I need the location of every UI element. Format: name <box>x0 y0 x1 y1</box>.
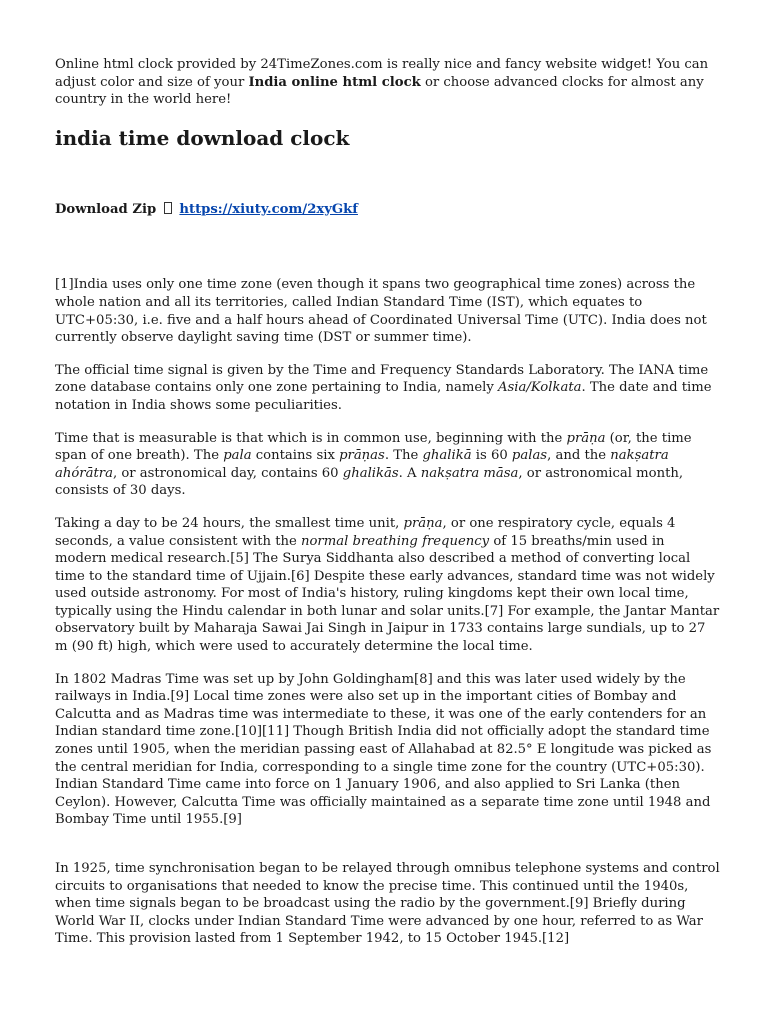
p3-text: , or astronomical month, consists of 30 days. <box>55 465 684 499</box>
p3-text: , and the <box>547 448 611 464</box>
p4-italic: normal breathing frequency <box>301 533 490 549</box>
p3-text: . The <box>384 448 423 464</box>
page-title: india time download clock <box>55 125 350 150</box>
p4-text: , or one respiratory cycle, equals 4 seconds, a value consistent with the <box>55 515 676 549</box>
download-line <box>55 201 720 219</box>
p4-text: Taking a day to be 24 hours, the smallest time unit, <box>55 515 404 531</box>
p4-text: of 15 breaths/min used in modern medical research.[5] The Surya Siddhanta also described a method of converting local time to the standard time of Ujjain.[6] Despite these early advances, standard time was not widely used outside astronomy. For most of India's history, ruling kingdoms kept their own local time, typically using the Hindu calendar in both lunar and solar units.[7] For example, the Jantar Mantar observatory built by Maharaja Sawai Jai Singh in Jaipur in 1733 contains large sundials, up to 27 m (90 ft) high, which were used to accurately determine the local time. <box>55 533 720 655</box>
p3-text: is 60 <box>471 448 512 464</box>
paragraph-5: In 1802 Madras Time was set up by John Goldingham[8] and this was later used widely by the railways in India.[9] Local time zones were also set up in the important cities of Bombay and Calcutta and as Madras time was intermediate to these, it was one of the early contenders for an Indian standard time zone.[10][11] Though British India did not officially adopt the standard time zones until 1905, when the meridian passing east of Allahabad at 82.5° E longitude was picked as the central meridian for India, corresponding to a single time zone for the country (UTC+05:30). Indian Standard Time came into force on 1 January 1906, and also applied to Sri Lanka (then Ceylon). However, Calcutta Time was officially maintained as a separate time zone until 1948 and Bombay Time until 1955.[9] <box>55 671 712 828</box>
arrow-icon <box>164 202 172 214</box>
intro-text-before: Online html clock provided by 24TimeZones.com is really nice and fancy website widget! You can adjust color and size of your <box>55 57 709 90</box>
paragraph-3 <box>55 430 720 500</box>
paragraph-2 <box>55 362 720 415</box>
p3-italic: prāṇas <box>339 448 385 464</box>
p2-italic: Asia/Kolkata <box>498 380 582 396</box>
p3-italic: nakṣatra māsa <box>420 465 519 481</box>
p3-text: (or, the time span of one breath). The <box>55 430 692 464</box>
intro-bold-link-text: India online html clock <box>248 74 421 90</box>
p3-text: contains six <box>251 448 340 464</box>
p3-italic: ghalikās <box>342 465 399 481</box>
paragraph-1: [1]India uses only one time zone (even though it spans two geographical time zones) across the whole nation and all its territories, called Indian Standard Time (IST), which equates to UTC+05:30, i.e. five and a half hours ahead of Coordinated Universal Time (UTC). India does not currently observe daylight saving time (DST or summer time). <box>55 277 707 346</box>
intro-paragraph <box>55 56 720 109</box>
p3-text: , or astronomical day, contains 60 <box>112 465 343 481</box>
p4-italic: prāṇa <box>403 515 443 531</box>
p3-italic: nakṣatra ahórātra <box>55 448 669 481</box>
p2-text: The official time signal is given by the Time and Frequency Standards Laboratory. The IANA time zone database contains only one zone pertaining to India, namely <box>55 362 709 396</box>
paragraph-6: In 1925, time synchronisation began to be relayed through omnibus telephone systems and control circuits to organisations that needed to know the precise time. This continued until the 1940s, when time signals began to be broadcast using the radio by the government.[9] Briefly during World War II, clocks under Indian Standard Time were advanced by one hour, referred to as War Time. This provision lasted from 1 September 1942, to 15 October 1945.[12] <box>55 861 720 947</box>
p3-text: Time that is measurable is that which is in common use, beginning with the <box>55 430 567 446</box>
p3-italic: palas <box>511 448 548 464</box>
p3-italic: ghalikā <box>422 448 472 464</box>
p3-italic: pala <box>223 448 252 464</box>
p2-text: . The date and time notation in India shows some peculiarities. <box>55 380 712 413</box>
download-label: Download Zip <box>55 201 157 217</box>
paragraph-4 <box>55 515 720 656</box>
download-link[interactable]: https://xiuty.com/2xyGkf <box>179 201 358 217</box>
intro-text-after: or choose advanced clocks for almost any country in the world here! <box>55 74 704 108</box>
document-page <box>55 56 720 963</box>
p3-text: . A <box>398 465 421 481</box>
p3-italic: prāṇa <box>566 430 606 446</box>
